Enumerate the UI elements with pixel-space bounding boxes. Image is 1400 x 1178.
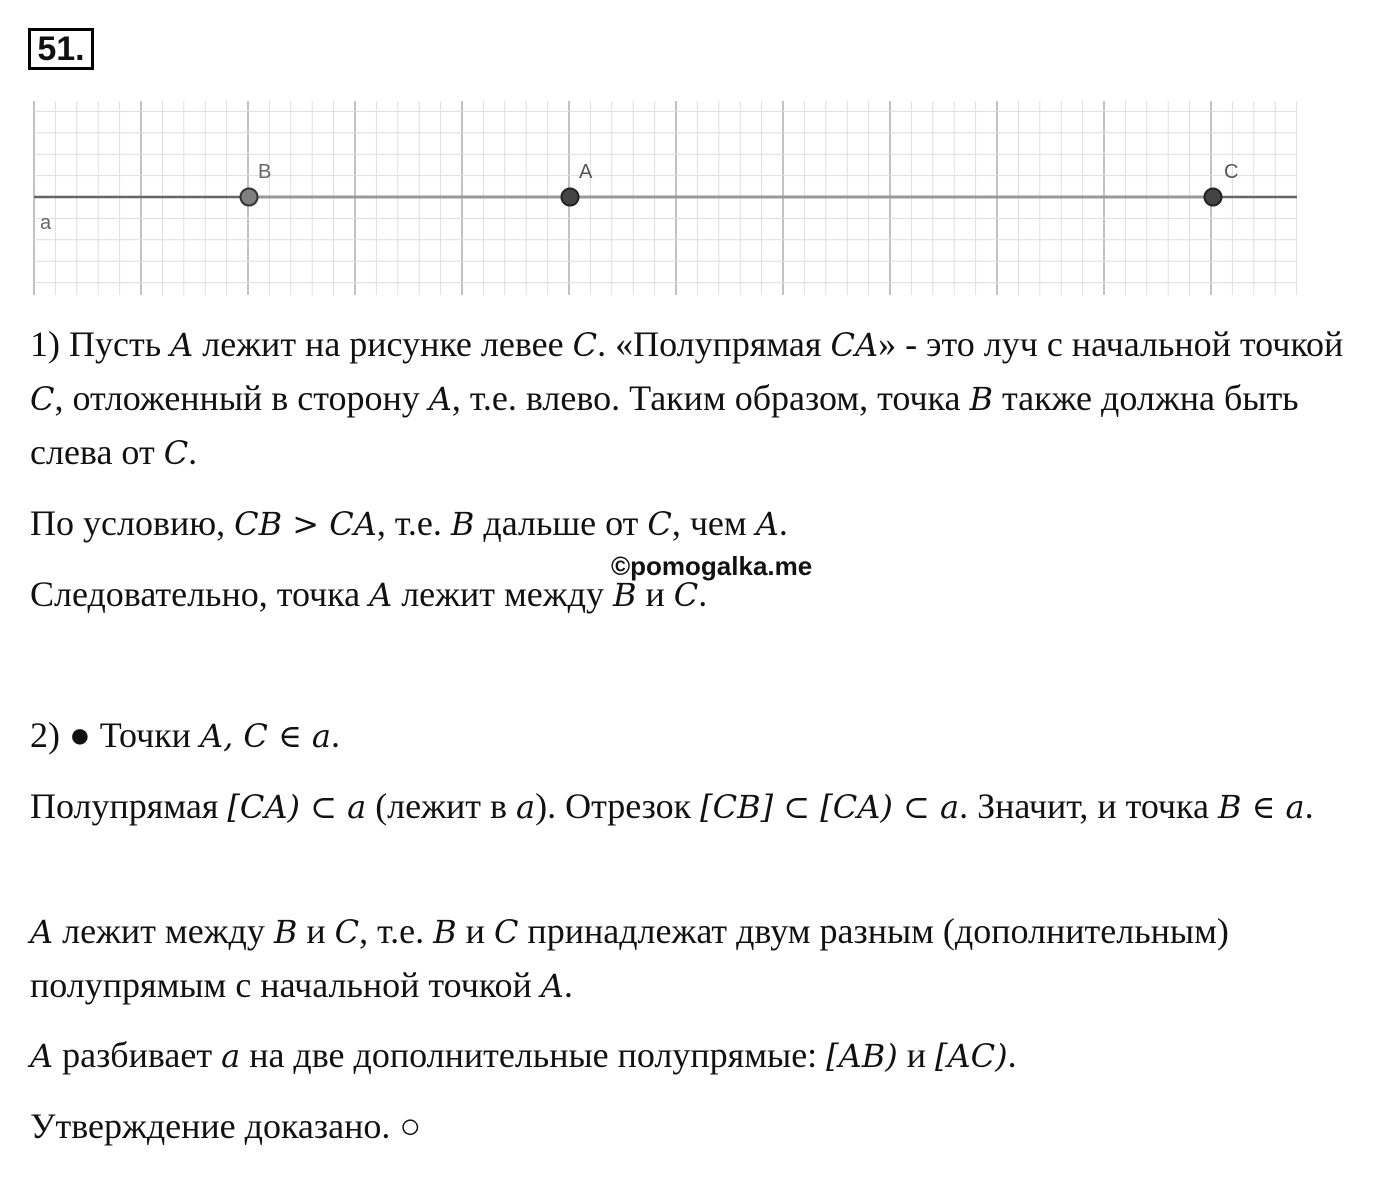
point-c	[1205, 189, 1222, 206]
geometry-figure	[0, 95, 1310, 300]
problem-number: 51.	[28, 28, 94, 70]
paragraph-2: По условию, CB > CA, т.е. B дальше от C, чем A.	[30, 503, 788, 543]
point-label-c: C	[1224, 161, 1239, 183]
paragraph-4: 2) ● Точки A, C ∈ a.	[30, 715, 340, 755]
paragraph-3: Следовательно, точка A лежит между B и C.	[30, 574, 708, 614]
paragraph-1: 1) Пусть A лежит на рисунке левее C. «Полупрямая CA» - это луч с начальной точкой C, отложенный в сторону A, т.е. влево. Таким образом, точка B также должна быть слева от C.	[30, 324, 1344, 472]
paragraph-7: A разбивает a на две дополнительные полупрямые: [AB) и [AC).	[30, 1035, 1017, 1075]
paragraph-5: Полупрямая [CA) ⊂ a (лежит в a). Отрезок [CB] ⊂ [CA) ⊂ a. Значит, и точка B ∈ a.	[30, 786, 1314, 826]
point-label-a: A	[579, 161, 593, 183]
line-label-a: a	[40, 212, 52, 234]
point-b	[241, 189, 258, 206]
paragraph-6: A лежит между B и C, т.е. B и C принадлежат двум разным (дополнительным) полупрямым с начальной точкой A.	[30, 911, 1229, 1005]
point-a	[562, 189, 579, 206]
paragraph-8: Утверждение доказано. ○	[30, 1106, 422, 1146]
watermark: ©pomogalka.me	[611, 551, 813, 581]
point-label-b: B	[258, 161, 272, 183]
